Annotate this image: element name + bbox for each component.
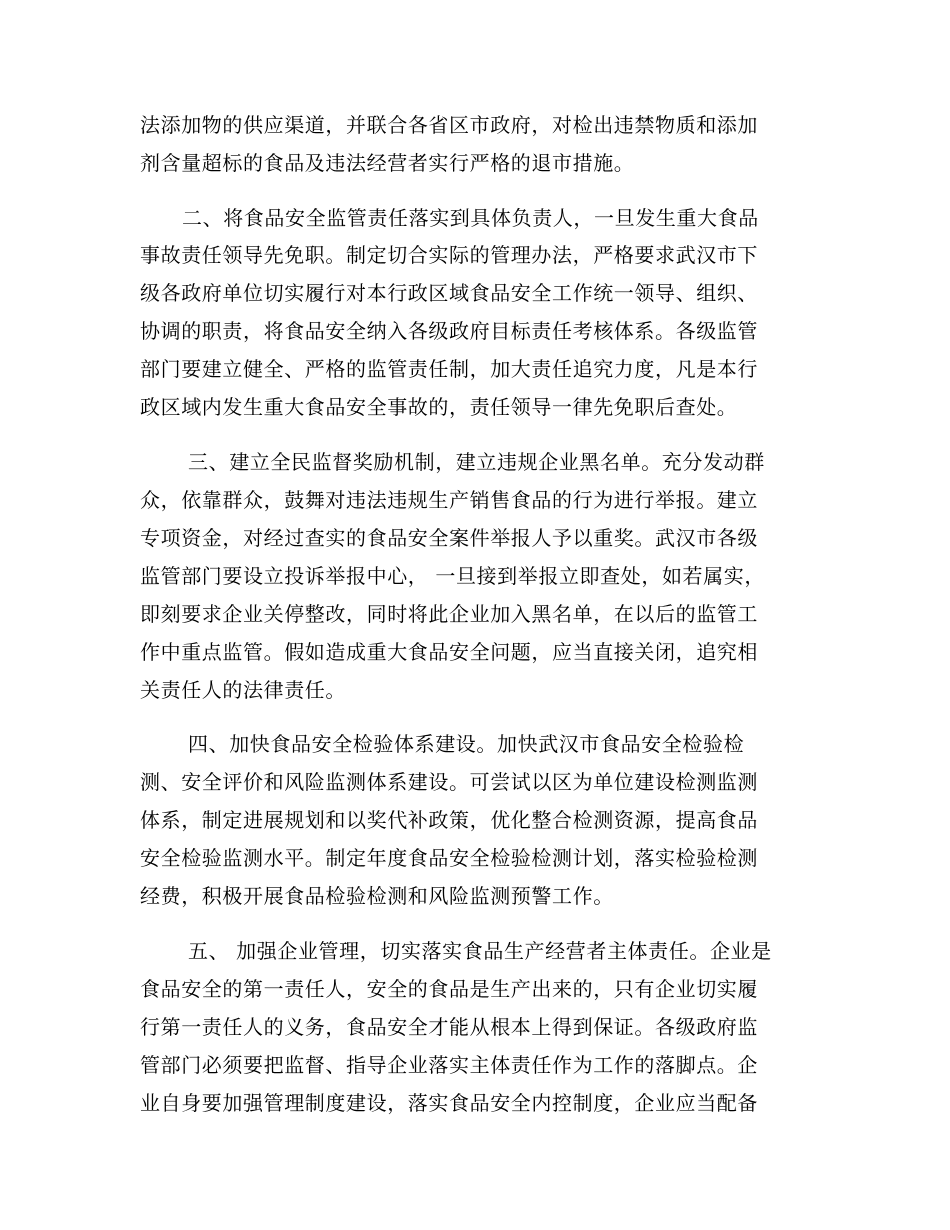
text-line: 级各政府单位切实履行对本行政区域食品安全工作统一领导、组织、 — [140, 281, 758, 305]
text-line: 众，依靠群众，鼓舞对违法违规生产销售食品的行为进行举报。建立 — [140, 488, 758, 512]
text-line: 测、安全评价和风险监测体系建设。可尝试以区为单位建设检测监测 — [140, 770, 758, 794]
text-line: 法添加物的供应渠道，并联合各省区市政府，对检出违禁物质和添加 — [140, 113, 758, 137]
text-line: 体系，制定进展规划和以奖代补政策，优化整合检测资源，提高食品 — [140, 808, 758, 832]
text-line: 经费，积极开展食品检验检测和风险监测预警工作。 — [140, 884, 614, 908]
text-line: 管部门必须要把监督、指导企业落实主体责任作为工作的落脚点。企 — [140, 1053, 758, 1077]
paragraph-line: 二、将食品安全监管责任落实到具体负责人，一旦发生重大食品 — [182, 206, 759, 230]
text-line: 安全检验监测水平。制定年度食品安全检验检测计划，落实检验检测 — [140, 846, 758, 870]
text-line: 业自身要加强管理制度建设，落实食品安全内控制度，企业应当配备 — [140, 1091, 758, 1115]
text-line: 事故责任领导先免职。制定切合实际的管理办法，严格要求武汉市下 — [140, 243, 758, 267]
text-line: 专项资金，对经过查实的食品安全案件举报人予以重奖。武汉市各级 — [140, 526, 758, 550]
text-line: 部门要建立健全、严格的监管责任制，加大责任追究力度，凡是本行 — [140, 357, 758, 381]
text-line: 即刻要求企业关停整改，同时将此企业加入黑名单，在以后的监管工 — [140, 602, 758, 626]
text-line: 作中重点监管。假如造成重大食品安全问题，应当直接关闭，追究相 — [140, 640, 758, 664]
text-line: 剂含量超标的食品及违法经营者实行严格的退市措施。 — [140, 151, 635, 175]
paragraph-line: 三、建立全民监督奖励机制，建立违规企业黑名单。充分发动群 — [188, 450, 765, 474]
text-line: 行第一责任人的义务，食品安全才能从根本上得到保证。各级政府监 — [140, 1015, 758, 1039]
text-line: 食品安全的第一责任人，安全的食品是生产出来的，只有企业切实履 — [140, 977, 758, 1001]
text-line: 监管部门要设立投诉举报中心， 一旦接到举报立即查处，如若属实， — [140, 564, 765, 588]
text-line: 协调的职责，将食品安全纳入各级政府目标责任考核体系。各级监管 — [140, 319, 758, 343]
paragraph-line: 四、加快食品安全检验体系建设。加快武汉市食品安全检验检 — [188, 732, 745, 756]
text-line: 关责任人的法律责任。 — [140, 678, 346, 702]
paragraph-line: 五、 加强企业管理，切实落实食品生产经营者主体责任。企业是 — [188, 939, 772, 963]
text-line: 政区域内发生重大食品安全事故的，责任领导一律先免职后查处。 — [140, 395, 738, 419]
